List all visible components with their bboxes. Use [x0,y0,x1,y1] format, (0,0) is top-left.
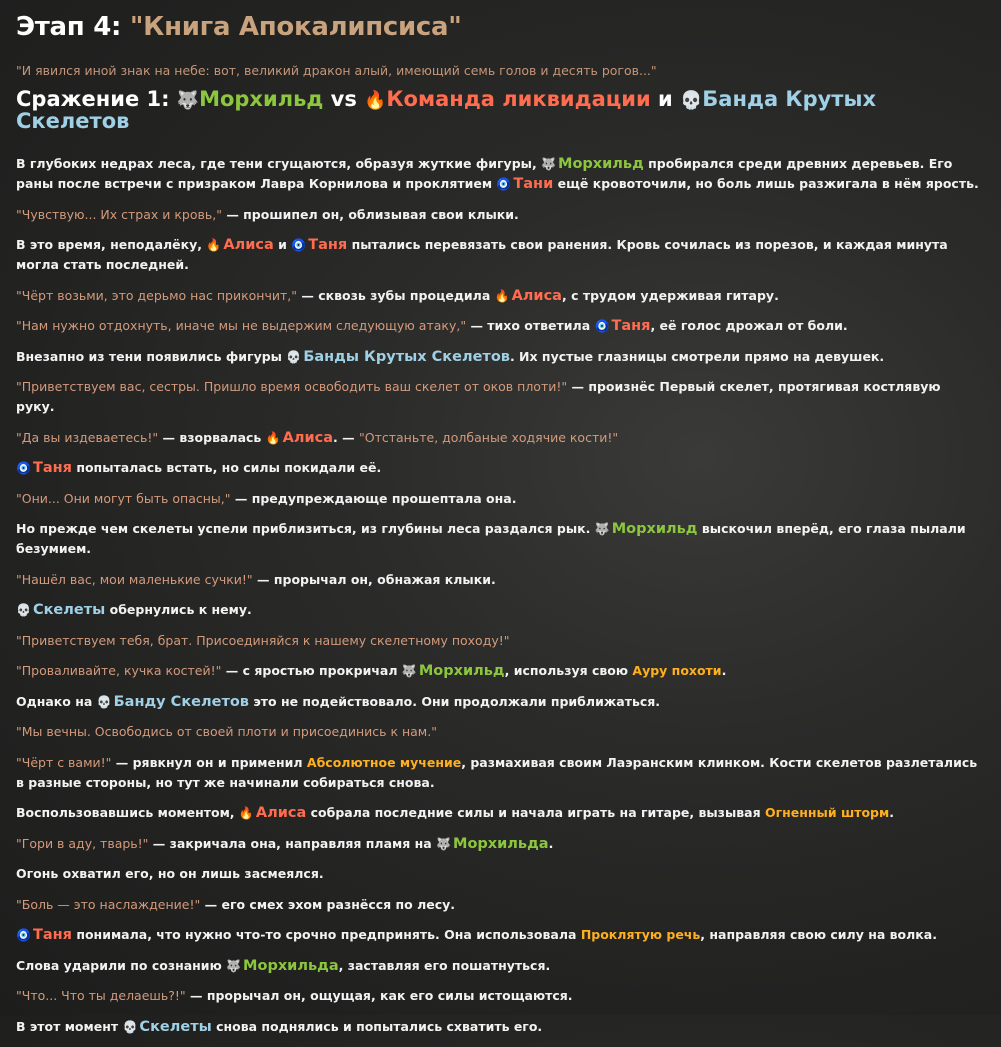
paragraph: "Что... Что ты делаешь?!" — прорычал он, ощущая, как его силы истощаются. [16,988,573,1003]
battle-label: Сражение 1: [16,87,170,111]
paragraph: "Проваливайте, кучка костей!" — с яростью прокричал 🐺 Морхильд, используя свою Ауру похоти. [16,663,727,679]
quote: "Мы вечны. Освободись от своей плоти и присоединись к нам." [16,724,437,739]
paragraph: "Чувствую... Их страх и кровь," — прошипел он, облизывая свои клыки. [16,206,519,222]
eye-icon: 🧿 [16,461,31,475]
char-morhild: Морхильд [418,663,505,679]
skill-speech: Проклятую речь [580,927,701,942]
quote: "Приветствуем вас, сестры. Пришло время освободить ваш скелет от оков плоти!" [16,379,568,394]
skill-aura: Ауру похоти [632,663,722,678]
char-morhild: Морхильд [611,521,698,537]
paragraph: 🧿 Таня попыталась встать, но силы покидали её. [16,460,382,476]
paragraph: 🧿 Таня понимала, что нужно что-то срочно предпринять. Она использовала Проклятую речь, направляя свою силу на волка. [16,927,937,943]
paragraph: Воспользовавшись моментом, 🔥 Алиса собрала последние силы и начала играть на гитаре, вызывая Огненный шторм. [16,805,894,821]
char-skeleton-gang: Банды Крутых Скелетов [303,348,510,365]
quote: "Они... Они могут быть опасны," [16,490,231,506]
quote: "Да вы издеваетесь!" [16,429,159,445]
eye-icon: 🧿 [594,319,610,333]
team-morhild: Морхильд [199,87,324,111]
char-tani: Тани [513,176,554,192]
char-tanya: Таня [611,318,651,334]
quote: "Отстаньте, долбаные ходячие кости!" [359,429,619,445]
wolf-icon: 🐺 [226,958,242,973]
title-prefix: Этап 4: [16,12,122,42]
paragraph: Но прежде чем скелеты успели приблизиться, из глубины леса раздался рык. 🐺 Морхильд выскочил вперёд, его глаза пылали безумием. [16,521,966,556]
char-alisa: Алиса [511,287,562,304]
skill-firestorm: Огненный шторм [764,805,890,820]
paragraph: "Нашёл вас, мои маленькие сучки!" — прорычал он, обнажая клыки. [16,571,496,587]
quote: "Нам нужно отдохнуть, иначе мы не выдержим следующую атаку," [16,318,467,333]
char-morhilda: Морхильда [243,957,339,974]
quote: "Проваливайте, кучка костей!" [16,663,222,678]
quote: "Что... Что ты делаешь?!" [16,988,186,1003]
wolf-icon: 🐺 [176,90,200,111]
eye-icon: 🧿 [291,238,307,252]
story-text [16,154,981,1047]
quote: "Нашёл вас, мои маленькие сучки!" [16,571,253,587]
paragraph [16,722,981,742]
char-tanya: Таня [308,237,348,253]
paragraph: "Они... Они могут быть опасны," — предупреждающе прошептала она. [16,490,517,506]
vs-label: vs [330,87,357,111]
epigraph: "И явился иной знак на небе: вот, великий дракон алый, имеющий семь голов и десять рогов..." [16,63,657,78]
paragraph: В глубоких недрах леса, где тени сгущаются, образуя жуткие фигуры, 🐺 Морхильд пробирался среди древних деревьев. Его раны после встречи с призраком Лавра Корнилова и проклятием 🧿 Тани ещё кровоточили, но боль лишь разжигала в нём ярость. [16,156,979,192]
paragraph: В этот момент 💀 Скелеты снова поднялись и попытались схватить его. [16,1018,543,1035]
and-label: и [658,87,673,111]
skull-icon: 💀 [96,694,112,709]
paragraph: Внезапно из тени появились фигуры 💀 Банды Крутых Скелетов. Их пустые глазницы смотрели прямо на девушек. [16,348,885,365]
char-skeleton-gang: Банду Скелетов [113,693,249,710]
quote: "Гори в аду, тварь!" [16,835,149,851]
fire-icon: 🔥 [265,430,281,445]
paragraph: Огонь охватил его, но он лишь засмеялся. [16,866,324,881]
quote: "Приветствуем тебя, брат. Присоединяйся к нашему скелетному походу!" [16,632,510,648]
title-quote: "Книга Апокалипсиса" [129,12,462,42]
char-tanya: Таня [32,927,72,943]
paragraph: "Гори в аду, тварь!" — закричала она, направляя пламя на 🐺 Морхильда. [16,835,554,852]
quote: "Чёрт возьми, это дерьмо нас прикончит," [16,287,297,303]
battle-heading [16,89,956,131]
paragraph: Однако на 💀 Банду Скелетов это не подействовало. Они продолжали приближаться. [16,693,661,710]
paragraph: Слова ударили по сознанию 🐺 Морхильда, заставляя его пошатнуться. [16,957,551,974]
quote: "Боль — это наслаждение!" [16,896,201,912]
skull-icon: 💀 [122,1019,138,1034]
quote: "Чувствую... Их страх и кровь," [16,206,222,222]
eye-icon: 🧿 [16,928,31,942]
char-tanya: Таня [32,460,72,476]
paragraph [16,631,981,651]
paragraph: "Чёрт с вами!" — рявкнул он и применил Абсолютное мучение, размахивая своим Лаэранским клинком. Кости скелетов разлетались в разные стороны, но тут же начинали собираться снова. [16,754,978,790]
team-skeletons: Банда Крутых Скелетов [16,87,877,133]
char-skeletons: Скелеты [32,602,106,618]
wolf-icon: 🐺 [436,836,452,851]
paragraph: "Да вы издеваетесь!" — взорвалась 🔥 Алиса. — "Отстаньте, долбаные ходячие кости!" [16,429,619,446]
paragraph: "Приветствуем вас, сестры. Пришло время освободить ваш скелет от оков плоти!" — произнёс Первый скелет, протягивая костлявую руку. [16,379,941,414]
paragraph: "Чёрт возьми, это дерьмо нас прикончит," — сквозь зубы процедила 🔥 Алиса, с трудом удерживая гитару. [16,287,779,304]
paragraph: 💀 Скелеты обернулись к нему. [16,602,252,618]
eye-icon: 🧿 [496,177,512,191]
quote: "Чёрт с вами!" [16,754,112,770]
skill-torment: Абсолютное мучение [306,754,462,770]
fire-icon: 🔥 [238,806,254,820]
fire-icon: 🔥 [494,288,510,303]
fire-icon: 🔥 [206,238,222,252]
paragraph: "Нам нужно отдохнуть, иначе мы не выдержим следующую атаку," — тихо ответила 🧿 Таня, её голос дрожал от боли. [16,318,848,334]
team-liquidation: Команда ликвидации [386,87,651,111]
fire-icon: 🔥 [364,90,387,111]
wolf-icon: 🐺 [594,522,610,536]
paragraph: В это время, неподалёку, 🔥 Алиса и 🧿 Таня пытались перевязать свои ранения. Кровь сочилась из порезов, и каждая минута могла стать последней. [16,237,948,272]
paragraph: "Боль — это наслаждение!" — его смех эхом разнёсся по лесу. [16,896,456,912]
char-alisa: Алиса [223,237,274,253]
char-morhild: Морхильд [558,156,644,172]
page-title [16,12,462,42]
char-skeletons: Скелеты [139,1018,212,1035]
char-alisa: Алиса [282,429,334,446]
skull-icon: 💀 [16,603,31,617]
skull-icon: 💀 [680,90,703,111]
skull-icon: 💀 [286,349,302,364]
wolf-icon: 🐺 [401,664,417,678]
char-alisa: Алиса [255,805,307,821]
wolf-icon: 🐺 [541,157,557,171]
char-morhilda: Морхильда [453,835,549,852]
